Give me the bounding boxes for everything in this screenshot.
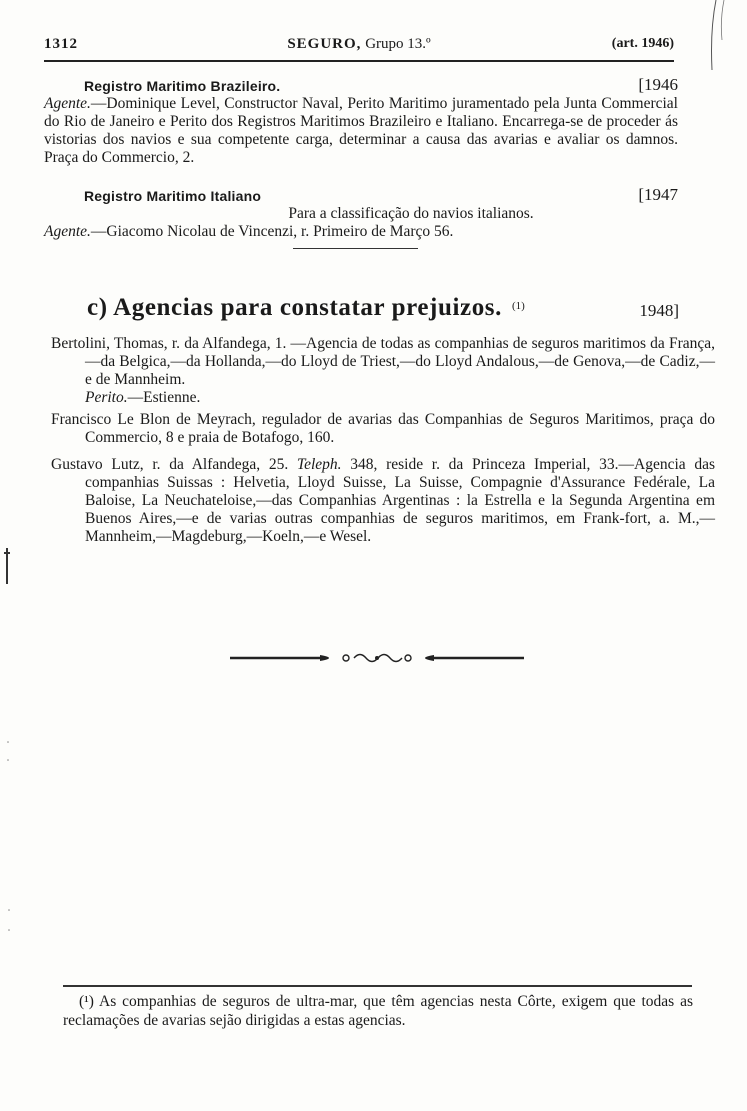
perito-label: Perito. [85,389,128,406]
teleph-label: Teleph. [296,456,342,473]
footnote [63,992,693,1030]
section-heading [87,294,679,328]
footnote-rule [63,985,692,987]
header-title [44,36,674,53]
footnote-reference: (1) [512,299,525,312]
running-header [44,36,674,58]
agent-label: Agente. [44,95,91,112]
entry-number: [1947 [638,185,678,204]
scan-margin-marks [0,0,20,1111]
entry-purpose: Para a classificação do navios italianos. [288,205,534,222]
agent-label: Agente. [44,223,91,240]
entry-title: Registro Maritimo Italiano [84,188,262,204]
entry-number: [1946 [638,75,678,94]
entry-1947 [44,186,678,241]
item-text: Bertolini, Thomas, r. da Alfandega, 1. —Agencia de todas as companhias de seguros maritimos da França,—da Belgica,—da Hollanda,—do Lloyd de Triest,—do Lloyd Andalous,—de Genova,—de Cadiz,—e de Mannheim. [51,335,715,388]
header-section: SEGURO, [287,36,362,52]
page-number: 1312 [44,36,78,52]
header-rule [44,60,674,62]
entry-body [44,223,678,241]
header-article-ref: (art. 1946) [611,36,674,51]
ornamental-divider [228,650,526,666]
list-item [51,335,715,407]
entry-body [44,95,678,167]
footnote-text: As companhias de seguros de ultra-mar, que têm agencias nesta Côrte, exigem que todas as reclamações de avarias sejão dirigidas a estas agencias. [63,993,693,1029]
item-text-end: 348, reside r. da Princeza Imperial, 33.—Agencia das companhias Suissas : Helvetia, Lloyd Suisse, La Suisse, Compagnie d'Assurance Fedérale, La Baloise, La Neuchateloise,—das Companhias Argentinas : la Estrella e la Segunda Argentina em Buenos Aires,—e de varias outras companhias de seguros maritimos, em Frank-fort, a. M.,—Mannheim,—Magdeburg,—Koeln,—e Wesel. [85,456,715,545]
perito-text: —Estienne. [127,389,201,406]
entry-1946 [44,76,678,167]
scan-corner-marks [700,0,740,80]
entry-title: Registro Maritimo Brazileiro. [84,78,281,94]
separator-rule [293,248,418,249]
list-item [51,411,715,447]
item-text: Francisco Le Blon de Meyrach, regulador de avarias das Companhias de Seguros Maritimos, praça do Commercio, 8 e praia de Botafogo, 160. [51,411,715,446]
entry-text: —Giacomo Nicolau de Vincenzi, r. Primeiro de Março 56. [90,223,454,240]
list-item [51,456,715,546]
header-group: Grupo 13.º [361,36,431,52]
entry-text: —Dominique Level, Constructor Naval, Perito Maritimo juramentado pela Junta Commercial do Rio de Janeiro e Perito dos Registros Maritimos Brazileiro e Italiano. Encarrega-se de proceder ás vistorias dos navios e sua competente carga, determinar a causa das avarias e avaliar os damnos. Praça do Commercio, 2. [44,95,678,166]
item-text-start: Gustavo Lutz, r. da Alfandega, 25. [51,456,297,473]
section-title: c) Agencias para constatar prejuizos. [87,294,502,321]
section-number: 1948] [639,301,679,320]
footnote-marker: (¹) [79,993,94,1010]
